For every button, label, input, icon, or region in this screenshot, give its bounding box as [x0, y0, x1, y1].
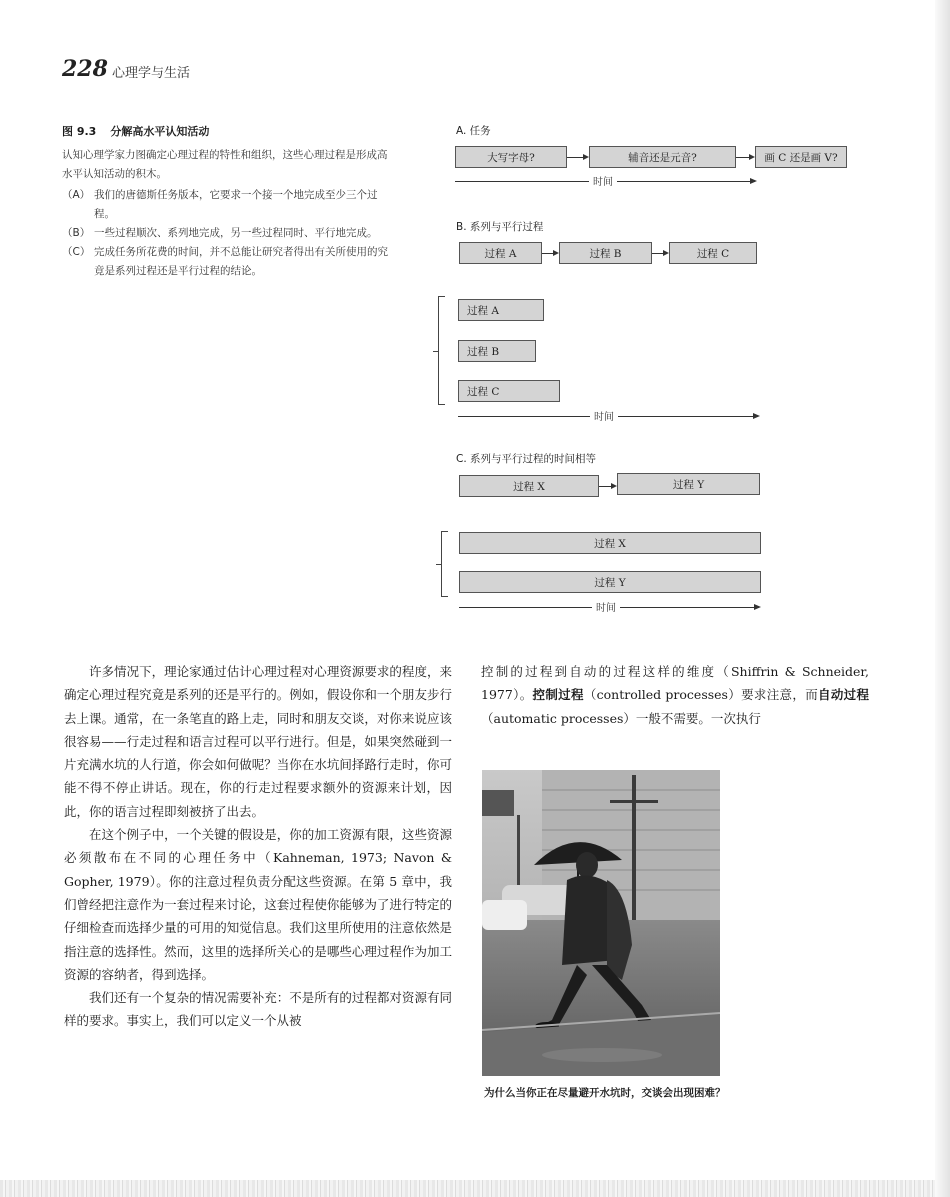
serial-box-a: 过程 A [459, 242, 542, 264]
serial-box-y: 过程 Y [617, 473, 760, 495]
serial-box-x: 过程 X [459, 475, 599, 497]
figure-title [62, 123, 209, 139]
section-c-label: C. 系列与平行过程的时间相等 [456, 453, 597, 465]
text-run: （controlled processes）要求注意，而 [583, 687, 819, 703]
task-box-uppercase: 大写字母? [455, 146, 567, 168]
figure-description: 认知心理学家力图确定心理过程的特性和组织，这些心理过程是形成高水平认知活动的积木。 [62, 149, 388, 180]
item-text: 完成任务所花费的时间，并不总能让研究者得出有关所使用的究竟是系列过程还是平行过程的结论。 [94, 246, 388, 277]
paragraph: 我们还有一个复杂的情况需要补充：不是所有的过程都对资源有同样的要求。事实上，我们可以定义一个从被 [64, 990, 452, 1029]
running-title: 心理学与生活 [112, 66, 191, 81]
term-controlled: 控制过程 [532, 687, 584, 703]
task-box-draw-c-v: 画 C 还是画 V? [755, 146, 847, 168]
item-label: （C） [62, 246, 91, 258]
time-label-a: 时间 [589, 173, 617, 188]
section-a-label: A. 任务 [456, 125, 491, 137]
arrow [599, 486, 615, 487]
section-b-label: B. 系列与平行过程 [456, 221, 544, 233]
paragraph [481, 660, 869, 730]
body-left-column [64, 660, 452, 1033]
parallel-box-y: 过程 Y [459, 571, 761, 593]
item-text: 一些过程顺次、系列地完成，另一些过程同时、平行地完成。 [94, 227, 378, 239]
item-label: （A） [62, 189, 91, 201]
time-label-c: 时间 [592, 599, 620, 614]
scan-edge-bottom [0, 1180, 950, 1197]
paragraph: 在这个例子中，一个关键的假设是，你的加工资源有限，这些资源必须散布在不同的心理任务中（Kahneman, 1973; Navon & Gopher, 1979）。你的注意过程负责分配这些资源。在第 5 章中，我们曾经把注意作为一套过程来讨论，这套过程使你能够为了进行特定的仔细检查而选择少量的可用的知觉信息。我们这里所使用的注意依然是指注意的选择性。然而，这里的选择所关心的是哪些心理过程作为加工资源的容纳者，得到选择。 [64, 827, 452, 982]
parallel-box-b: 过程 B [458, 340, 536, 362]
figure-item-c [62, 243, 397, 281]
photo-walking-in-rain [482, 770, 720, 1076]
photo-image [482, 770, 720, 1076]
parallel-brace [438, 296, 445, 405]
figure-title-text: 分解高水平认知活动 [110, 125, 210, 138]
figure-number: 图 9.3 [62, 125, 97, 138]
time-label-b: 时间 [590, 408, 618, 423]
page-number: 228 [62, 56, 108, 82]
arrow [736, 157, 753, 158]
figure-item-a [62, 186, 397, 224]
figure-items [62, 186, 397, 281]
scan-edge-right [935, 0, 950, 1197]
arrow [652, 253, 667, 254]
parallel-box-x: 过程 X [459, 532, 761, 554]
photo-caption: 为什么当你正在尽量避开水坑时，交谈会出现困难？ [484, 1087, 726, 1099]
serial-box-b: 过程 B [559, 242, 652, 264]
arrow [567, 157, 587, 158]
item-label: （B） [62, 227, 91, 239]
figure-item-b [62, 224, 397, 243]
parallel-box-a: 过程 A [458, 299, 544, 321]
paragraph: 许多情况下，理论家通过估计心理过程对心理资源要求的程度，来确定心理过程究竟是系列的还是平行的。例如，假设你和一个朋友步行去上课。通常，在一条笔直的路上走，同时和朋友交谈，对你来说应该很容易——行走过程和语言过程可以平行进行。但是，如果突然碰到一片充满水坑的人行道，你会如何做呢？当你在水坑间择路行走时，你可能不得不停止讲话。现在，你的行走过程要求额外的资源来计划，因此，你的语言过程即刻被挤了出去。 [64, 664, 452, 819]
text-run: （automatic processes）一般不需要。一次执行 [481, 710, 761, 726]
parallel-brace-c [441, 531, 448, 597]
body-right-column [481, 660, 869, 730]
task-box-consonant-vowel: 辅音还是元音? [589, 146, 736, 168]
term-automatic: 自动过程 [818, 687, 869, 703]
parallel-box-c: 过程 C [458, 380, 560, 402]
serial-box-c: 过程 C [669, 242, 757, 264]
item-text: 我们的唐德斯任务版本，它要求一个接一个地完成至少三个过程。 [94, 189, 378, 220]
arrow [542, 253, 557, 254]
text-run: 控制的过程到自动的过程这样的维度（Shiffrin & Schneider, 1977）。 [481, 664, 869, 703]
